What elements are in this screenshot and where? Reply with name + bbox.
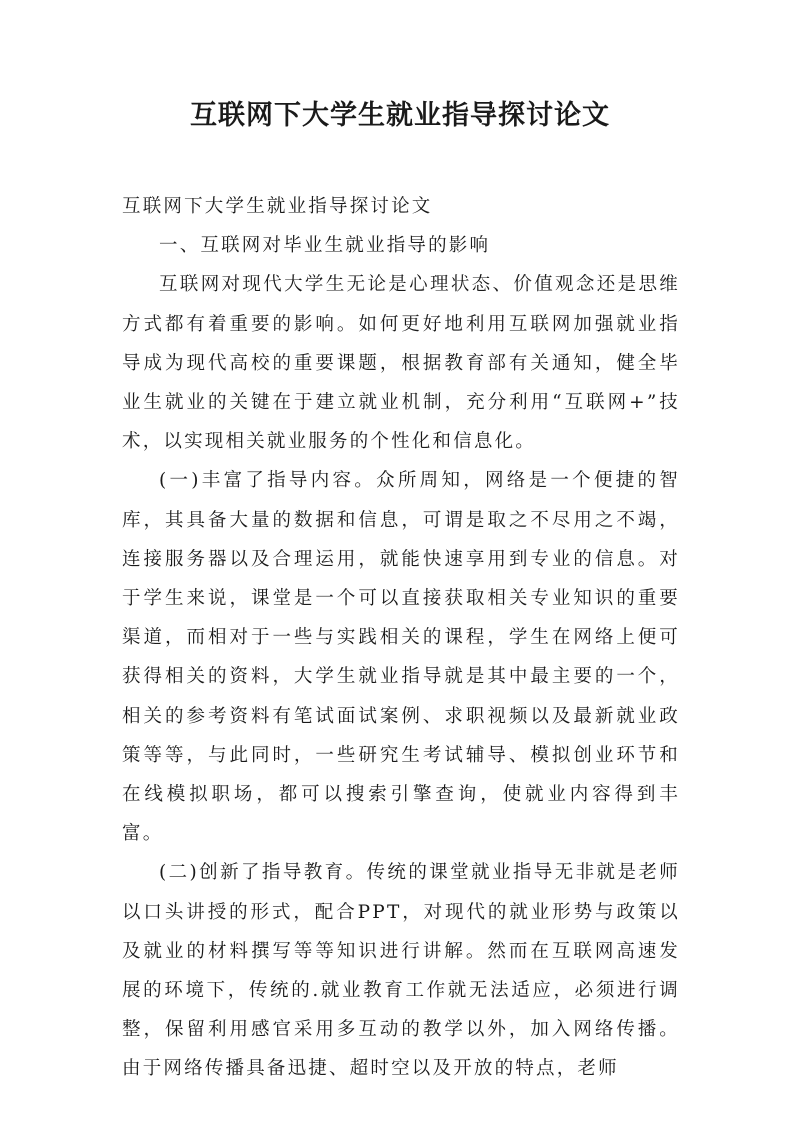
paragraph-point-1: (一)丰富了指导内容。众所周知，网络是一个便捷的智库，其具备大量的数据和信息，可谓是取之不尽用之不竭，连接服务器以及合理运用，就能快速享用到专业的信息。对于学生来说，课堂是一个可以直接获取相关专业知识的重要渠道，而相对于一些与实践相关的课程，学生在网络上便可获得相关的资料，大学生就业指导就是其中最主要的一个，相关的参考资料有笔试面试案例、求职视频以及最新就业政策等等，与此同时，一些研究生考试辅导、模拟创业环节和在线模拟职场，都可以搜索引擎查询，使就业内容得到丰富。 xyxy=(122,470,680,845)
document-title: 互联网下大学生就业指导探讨论文 xyxy=(190,100,610,131)
section-heading: 一、互联网对毕业生就业指导的影响 xyxy=(159,235,491,257)
paragraph-subtitle: 互联网下大学生就业指导探讨论文 xyxy=(122,196,433,217)
document-body xyxy=(122,187,680,1089)
paragraph-intro: 互联网对现代大学生无论是心理状态、价值观念还是思维方式都有着重要的影响。如何更好地利用互联网加强就业指导成为现代高校的重要课题，根据教育部有关通知，健全毕业生就业的关键在于建立就业机制，充分利用“互联网+”技术，以实现相关就业服务的个性化和信息化。 xyxy=(122,274,680,453)
paragraph-point-2: (二)创新了指导教育。传统的课堂就业指导无非就是老师以口头讲授的形式，配合PPT，对现代的就业形势与政策以及就业的材料撰写等等知识进行讲解。然而在互联网高速发展的环境下，传统的.就业教育工作就无法适应，必须进行调整，保留利用感官采用多互动的教学以外，加入网络传播。由于网络传播具备迅捷、超时空以及开放的特点，老师 xyxy=(122,862,680,1080)
